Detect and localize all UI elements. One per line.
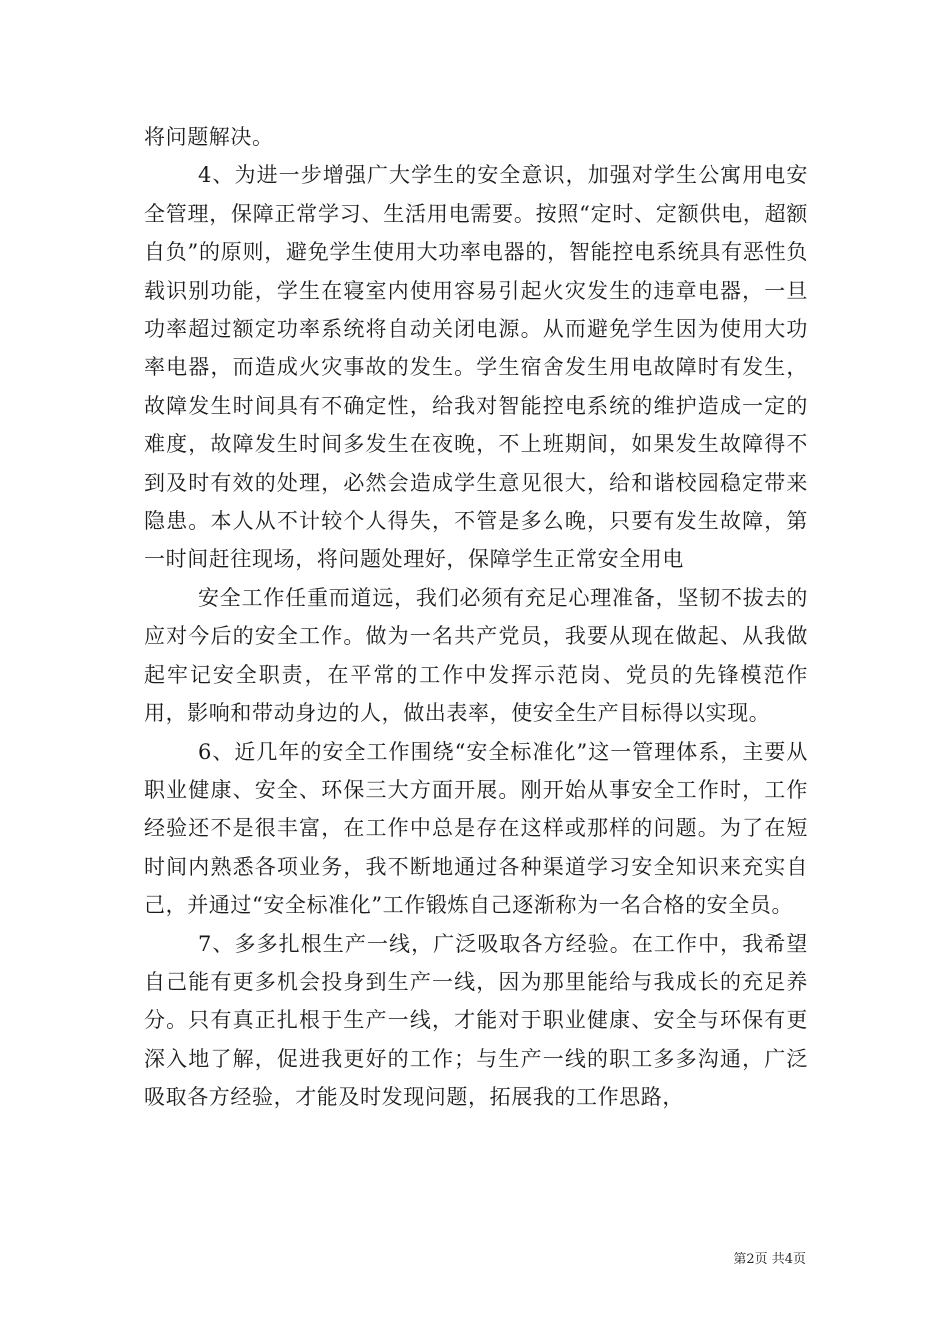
paragraph-item-7: 7、多多扎根生产一线，广泛吸取各方经验。在工作中，我希望自己能有更多机会投身到生产一线，因为那里能给与我成长的充足养分。只有真正扎根于生产一线，才能对于职业健康、安全与环保有更深入地了解，促进我更好的工作；与生产一线的职工多多沟通，广泛吸取各方经验，才能及时发现问题，拓展我的工作思路， bbox=[144, 931, 808, 1110]
page-number-footer: 第2页 共4页 bbox=[733, 1252, 806, 1267]
paragraph-item-4: 4、为进一步增强广大学生的安全意识，加强对学生公寓用电安全管理，保障正常学习、生活用电需要。按照“定时、定额供电，超额自负”的原则，避免学生使用大功率电器的，智能控电系统具有恶性负载识别功能，学生在寝室内使用容易引起火灾发生的违章电器，一旦功率超过额定功率系统将自动关闭电源。从而避免学生因为使用大功率电器，而造成火灾事故的发生。学生宿舍发生用电故障时有发生，故障发生时间具有不确定性，给我对智能控电系统的维护造成一定的难度，故障发生时间多发生在夜晚，不上班期间，如果发生故障得不到及时有效的处理，必然会造成学生意见很大，给和谐校园稳定带来隐患。本人从不计较个人得失，不管是多么晚，只要有发生故障，第一时间赶往现场，将问题处理好，保障学生正常安全用电 bbox=[144, 163, 808, 572]
paragraph-safety-work: 安全工作任重而道远，我们必须有充足心理准备，坚韧不拔去的应对今后的安全工作。做为一名共产党员，我要从现在做起、从我做起牢记安全职责，在平常的工作中发挥示范岗、党员的先锋模范作用，影响和带动身边的人，做出表率，使安全生产目标得以实现。 bbox=[144, 585, 808, 726]
paragraph-continuation: 将问题解决。 bbox=[144, 125, 274, 149]
paragraph-item-6: 6、近几年的安全工作围绕“安全标准化”这一管理体系，主要从职业健康、安全、环保三大方面开展。刚开始从事安全工作时，工作经验还不是很丰富，在工作中总是存在这样或那样的问题。为了在短时间内熟悉各项业务，我不断地通过各种渠道学习安全知识来充实自己，并通过“安全标准化”工作锻炼自己逐渐称为一名合格的安全员。 bbox=[144, 739, 808, 918]
document-body bbox=[144, 118, 808, 1117]
